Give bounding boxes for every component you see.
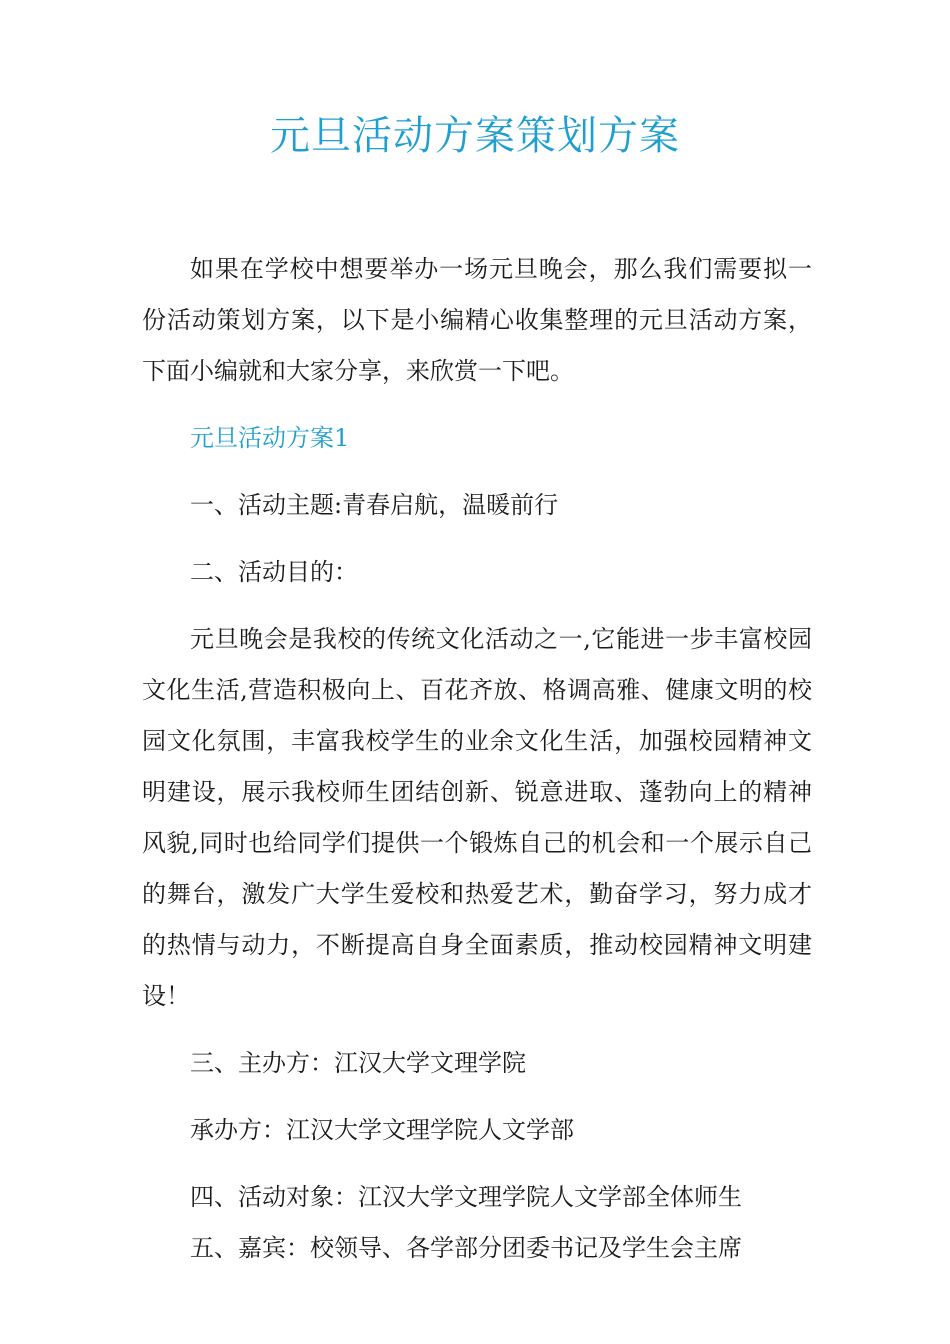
item-purpose-heading: 二、活动目的： xyxy=(190,558,358,586)
item-host: 三、主办方：江汉大学文理学院 xyxy=(190,1049,526,1077)
item-purpose-body: 元旦晚会是我校的传统文化活动之一,它能进一步丰富校园文化生活,营造积极向上、百花齐放、格调高雅、健康文明的校园文化氛围，丰富我校学生的业余文化生活，加强校园精神文明建设，展示我校师生团结创新、锐意进取、蓬勃向上的精神风貌,同时也给同学们提供一个锻炼自己的机会和一个展示自己的舞台，激发广大学生爱校和热爱艺术，勤奋学习，努力成才的热情与动力，不断提高自身全面素质，推动校园精神文明建设！ xyxy=(142,625,812,1010)
document-body xyxy=(142,244,812,1274)
section-heading: 元旦活动方案1 xyxy=(190,424,350,452)
item-audience: 四、活动对象：江汉大学文理学院人文学部全体师生 xyxy=(190,1183,742,1211)
item-guests: 五、嘉宾：校领导、各学部分团委书记及学生会主席 xyxy=(190,1234,742,1262)
item-theme: 一、活动主题:青春启航，温暖前行 xyxy=(190,491,559,519)
intro-paragraph: 如果在学校中想要举办一场元旦晚会，那么我们需要拟一份活动策划方案，以下是小编精心收集整理的元旦活动方案，下面小编就和大家分享，来欣赏一下吧。 xyxy=(142,255,812,385)
item-organizer: 承办方：江汉大学文理学院人文学部 xyxy=(190,1116,574,1144)
page-title: 元旦活动方案策划方案 xyxy=(270,113,680,159)
